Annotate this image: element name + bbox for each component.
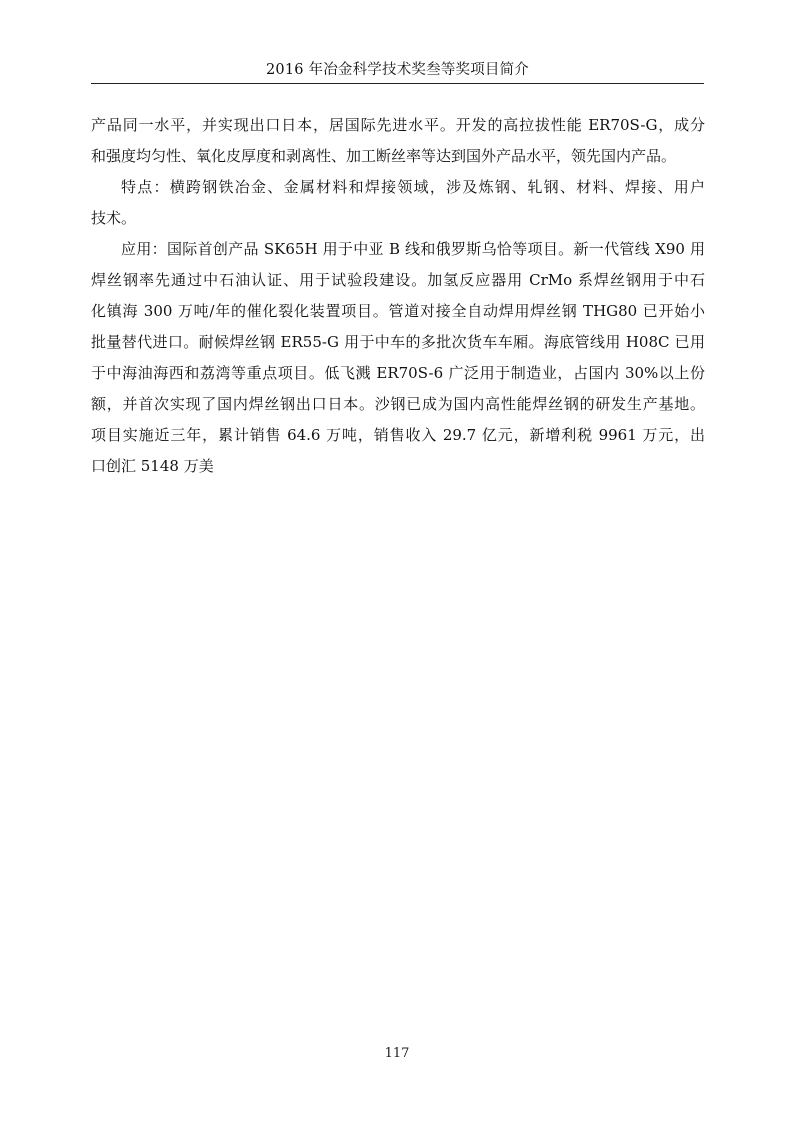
- header-divider: [91, 83, 704, 84]
- text-line: 应用：国际首创产品 SK65H 用于中亚 B 线和俄罗斯乌恰等项目。新一代管线 X90 用: [121, 240, 705, 258]
- document-body: [91, 110, 705, 482]
- page-header-title: 2016 年冶金科学技术奖叁等奖项目简介: [265, 62, 529, 78]
- text-line: 技术。: [91, 209, 137, 227]
- text-line: 批量替代进口。耐候焊丝钢 ER55-G 用于中车的多批次货车车厢。海底管线用 H08C 已用: [91, 333, 705, 351]
- text-line: 特点：横跨钢铁冶金、金属材料和焊接领域，涉及炼钢、轧钢、材料、焊接、用户: [121, 178, 705, 196]
- paragraph-3-applications: [91, 234, 705, 482]
- text-line: 额，并首次实现了国内焊丝钢出口日本。沙钢已成为国内高性能焊丝钢的研发生产基地。: [91, 395, 705, 413]
- text-line: 化镇海 300 万吨/年的催化裂化装置项目。管道对接全自动焊用焊丝钢 THG80 已开始小: [91, 302, 705, 320]
- page-number: 117: [384, 1046, 410, 1061]
- text-line: 和强度均匀性、氧化皮厚度和剥离性、加工断丝率等达到国外产品水平，领先国内产品。: [91, 147, 677, 165]
- text-line: 产品同一水平，并实现出口日本，居国际先进水平。开发的高拉拔性能 ER70S-G，成分: [91, 116, 705, 134]
- text-line: 项目实施近三年，累计销售 64.6 万吨，销售收入 29.7 亿元，新增利税 9961 万元，出: [91, 426, 705, 444]
- text-line: 口创汇 5148 万美: [91, 457, 214, 475]
- paragraph-1: [91, 110, 705, 172]
- paragraph-2-features: [91, 172, 705, 234]
- text-line: 于中海油海西和荔湾等重点项目。低飞溅 ER70S-6 广泛用于制造业，占国内 30%以上份: [91, 364, 705, 382]
- text-line: 焊丝钢率先通过中石油认证、用于试验段建设。加氢反应器用 CrMo 系焊丝钢用于中石: [91, 271, 705, 289]
